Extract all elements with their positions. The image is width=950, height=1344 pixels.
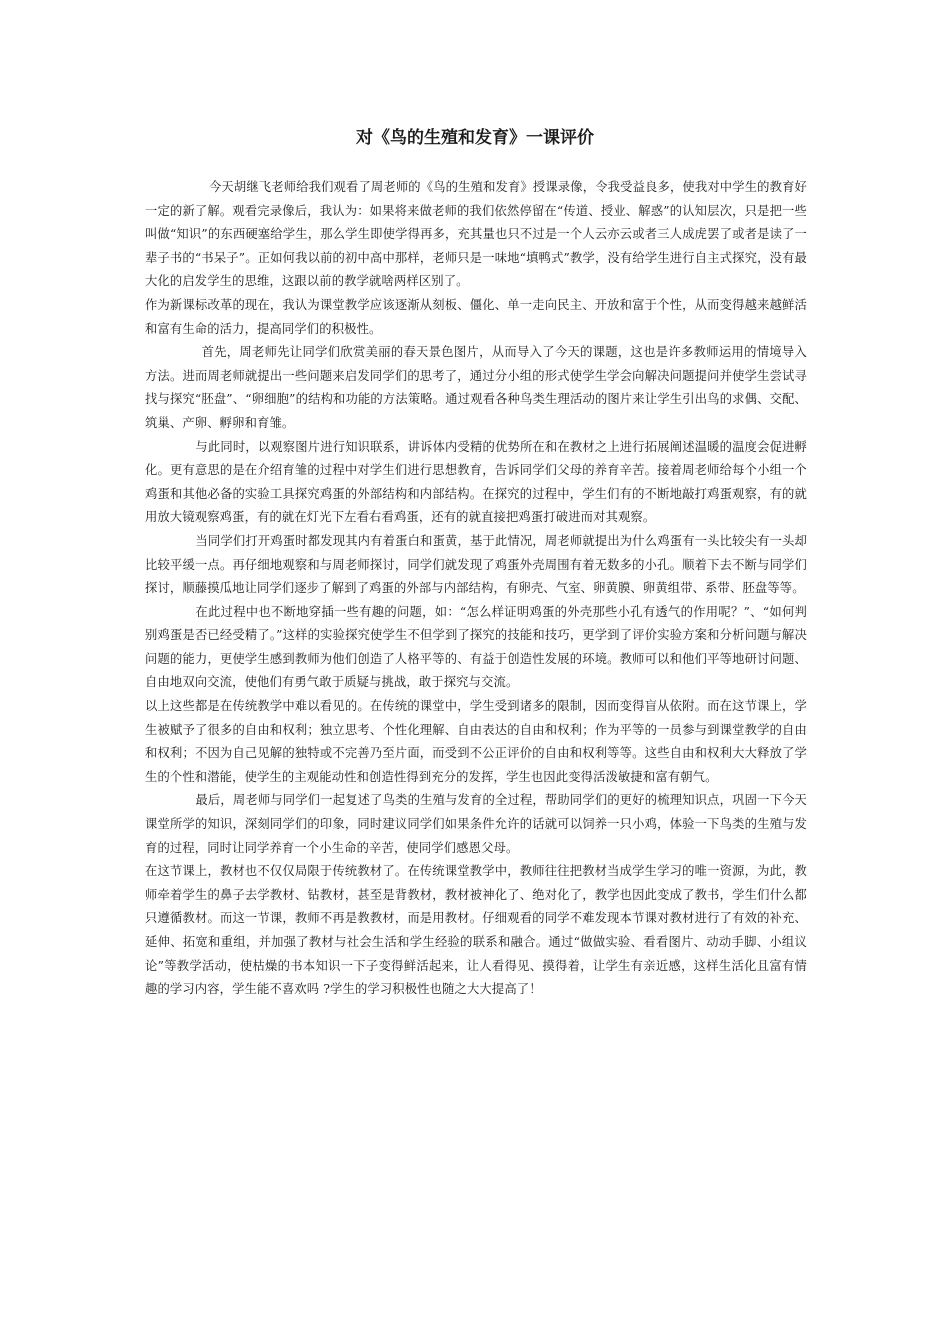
paragraph-4: 与此同时，以观察图片进行知识联系，讲诉体内受精的优势所在和在教材之上进行拓展阐述温暖的温度会促进孵化。更有意思的是在介绍育雏的过程中对学生们进行思想教育，告诉同学们父母的养育辛苦。接着周老师给每个小组一个鸡蛋和其他必备的实验工具探究鸡蛋的外部结构和内部结构。在探究的过程中，学生们有的不断地敲打鸡蛋观察，有的就用放大镜观察鸡蛋，有的就在灯光下左看右看鸡蛋，还有的就直接把鸡蛋打破进而对其观察。 (145, 439, 807, 525)
paragraph-9: 在这节课上，教材也不仅仅局限于传统教材了。在传统课堂教学中，教师往往把教材当成学生学习的唯一资源，为此，教师牵着学生的鼻子去学教材、钻教材，甚至是背教材，教材被神化了、绝对化了，教学也因此变成了教书，学生们什么都只遵循教材。而这一节课，教师不再是教教材，而是用教材。仔细观看的同学不难发现本节课对教材进行了有效的补充、延伸、拓宽和重组，并加强了教材与社会生活和学生经验的联系和融合。通过“做做实验、看看图片、动动手脚、小组议论”等教学活动，使枯燥的书本知识一下子变得鲜活起来，让人看得见、摸得着，让学生有亲近感，这样生活化且富有情趣的学习内容，学生能不喜欢吗 ?学生的学习积极性也随之大大提高了！ (145, 864, 807, 997)
paragraph-1: 今天胡继飞老师给我们观看了周老师的《鸟的生殖和发育》授课录像，令我受益良多，使我对中学生的教育好一定的新了解。观看完录像后，我认为：如果将来做老师的我们依然停留在“传道、授业、解惑”的认知层次，只是把一些叫做“知识”的东西硬塞给学生，那么学生即使学得再多，充其量也只不过是一个人云亦云或者三人成虎罢了或者是读了一辈子书的“书呆子”。正如何我以前的初中高中那样，老师只是一味地“填鸭式”教学，没有给学生进行自主式探究，没有最大化的启发学生的思维，这跟以前的教学就啥两样区别了。 (145, 180, 807, 289)
paragraph-2: 作为新课标改革的现在，我认为课堂教学应该逐渐从刻板、僵化、单一走向民主、开放和富于个性，从而变得越来越鲜活和富有生命的活力，提高同学们的积极性。 (145, 297, 807, 336)
paragraph-6: 在此过程中也不断地穿插一些有趣的问题，如：“怎么样证明鸡蛋的外壳那些小孔有透气的作用呢？”、“如何判别鸡蛋是否已经受精了。”这样的实验探究使学生不但学到了探究的技能和技巧，更学到了评价实验方案和分析问题与解决问题的能力，更使学生感到教师为他们创造了人格平等的、有益于创造性发展的环境。教师可以和他们平等地研讨问题、自由地双向交流，使他们有勇气敢于质疑与挑战，敢于探究与交流。 (145, 604, 807, 690)
paragraph-7: 以上这些都是在传统教学中难以看见的。在传统的课堂中，学生受到诸多的限制，因而变得盲从依附。而在这节课上，学生被赋予了很多的自由和权利；独立思考、个性化理解、自由表达的自由和权利；作为平等的一员参与到课堂教学的自由和权利；不因为自己见解的独特或不完善乃至片面，而受到不公正评价的自由和权利等等。这些自由和权利大大释放了学生的个性和潜能，使学生的主观能动性和创造性得到充分的发挥，学生也因此变得活泼敏捷和富有朝气。 (145, 699, 807, 784)
document-title: 对《鸟的生殖和发育》一课评价 (356, 128, 594, 148)
paragraph-3: 首先，周老师先让同学们欣赏美丽的春天景色图片，从而导入了今天的课题，这也是许多教师运用的情境导入方法。进而周老师就提出一些问题来启发同学们的思考了，通过分小组的形式使学生学会向解决问题提问并使学生尝试寻找与探究“胚盘”、“卵细胞”的结构和功能的方法策略。通过观看各种鸟类生理活动的图片来让学生引出鸟的求偶、交配、筑巢、产卵、孵卵和育雏。 (145, 345, 807, 430)
paragraph-5: 当同学们打开鸡蛋时都发现其内有着蛋白和蛋黄，基于此情况，周老师就提出为什么鸡蛋有一头比较尖有一头却比较平缓一点。再仔细地观察和与周老师探讨，同学们就发现了鸡蛋外壳周围有着无数多的小孔。顺着下去不断与同学们探讨，顺藤摸瓜地让同学们逐步了解到了鸡蛋的外部与内部结构，有卵壳、气室、卵黄膜、卵黄组带、系带、胚盘等等。 (145, 533, 807, 596)
paragraph-8: 最后，周老师与同学们一起复述了鸟类的生殖与发育的全过程，帮助同学们的更好的梳理知识点，巩固一下今天课堂所学的知识，深刻同学们的印象，同时建议同学们如果条件允许的话就可以饲养一只小鸡，体验一下鸟类的生殖与发育的过程，同时让同学养育一个小生命的辛苦，使同学们感恩父母。 (145, 793, 807, 855)
document-body (145, 176, 807, 1002)
